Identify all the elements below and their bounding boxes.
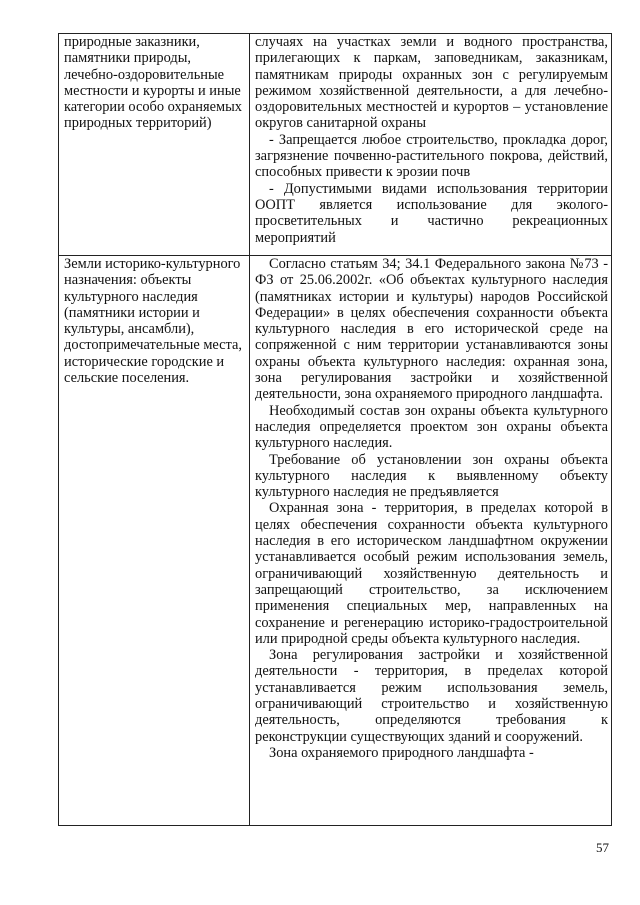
- row1-right-cell: [250, 34, 612, 256]
- row1-paragraph-3: - Допустимыми видами использования территории ООПТ является использование для эколого-просветительных и частично рекреационных мероприятий: [255, 180, 608, 246]
- row1-left-text: природные заказники, памятники природы, лечебно-оздоровительные местности и курорты и иные категории особо охраняемых природных территорий): [64, 34, 242, 132]
- row1-left-cell: [59, 34, 250, 256]
- table-row: [59, 34, 612, 256]
- row1-paragraph-2: - Запрещается любое строительство, прокладка дорог, загрязнение почвенно-растительного покрова, действий, способных привести к эрозии почв: [255, 131, 608, 181]
- row2-paragraph-5: Зона регулирования застройки и хозяйственной деятельности - территория, в пределах которой устанавливается режим использования земель, ограничивающий строительство и хозяйственную деятельность, определяются требования к реконструкции существующих зданий и сооружений.: [255, 647, 608, 745]
- row2-paragraph-2: Необходимый состав зон охраны объекта культурного наследия определяется проектом зон охраны объекта культурного наследия.: [255, 402, 608, 452]
- row2-paragraph-1: Согласно статьям 34; 34.1 Федерального закона №73 - ФЗ от 25.06.2002г. «Об объектах культурного наследия (памятниках истории и культуры) народов Российской Федерации» в целях обеспечения сохранности объекта культурного наследия в его исторической среде на сопряженной с ним территории устанавливаются зоны охраны объекта культурного наследия: охранная зона, зона регулирования застройки и хозяйственной деятельности, зона охраняемого природного ландшафта.: [255, 256, 608, 403]
- row2-left-cell: [59, 256, 250, 826]
- table-row: [59, 256, 612, 826]
- row2-left-text: Земли историко-культурного назначения: объекты культурного наследия (памятники истории и культуры, ансамбли), достопримечательные места, исторические городские и сельские поселения.: [64, 256, 243, 387]
- row2-right-cell: [250, 256, 612, 826]
- page-number: 57: [596, 840, 609, 855]
- document-table: [58, 33, 612, 826]
- row2-paragraph-4: Охранная зона - территория, в пределах которой в целях обеспечения сохранности объекта культурного наследия в его историческом ландшафтном окружении устанавливается особый режим использования земель, ограничивающий хозяйственную деятельность и запрещающий строительство, за исключением применения специальных мер, направленных на сохранение и регенерацию историко-градостроительной или природной среды объекта культурного наследия.: [255, 500, 608, 647]
- row1-paragraph-1: случаях на участках земли и водного пространства, прилегающих к паркам, заповедникам, заказникам, памятникам природы охранных зон с регулируемым режимом хозяйственной деятельности, а для лечебно-оздоровительных местностей и курортов – установление округов санитарной охраны: [255, 34, 608, 132]
- row2-paragraph-6: Зона охраняемого природного ландшафта -: [269, 744, 534, 761]
- row2-paragraph-3: Требование об установлении зон охраны объекта культурного наследия к выявленному объекту культурного наследия не предъявляется: [255, 451, 608, 501]
